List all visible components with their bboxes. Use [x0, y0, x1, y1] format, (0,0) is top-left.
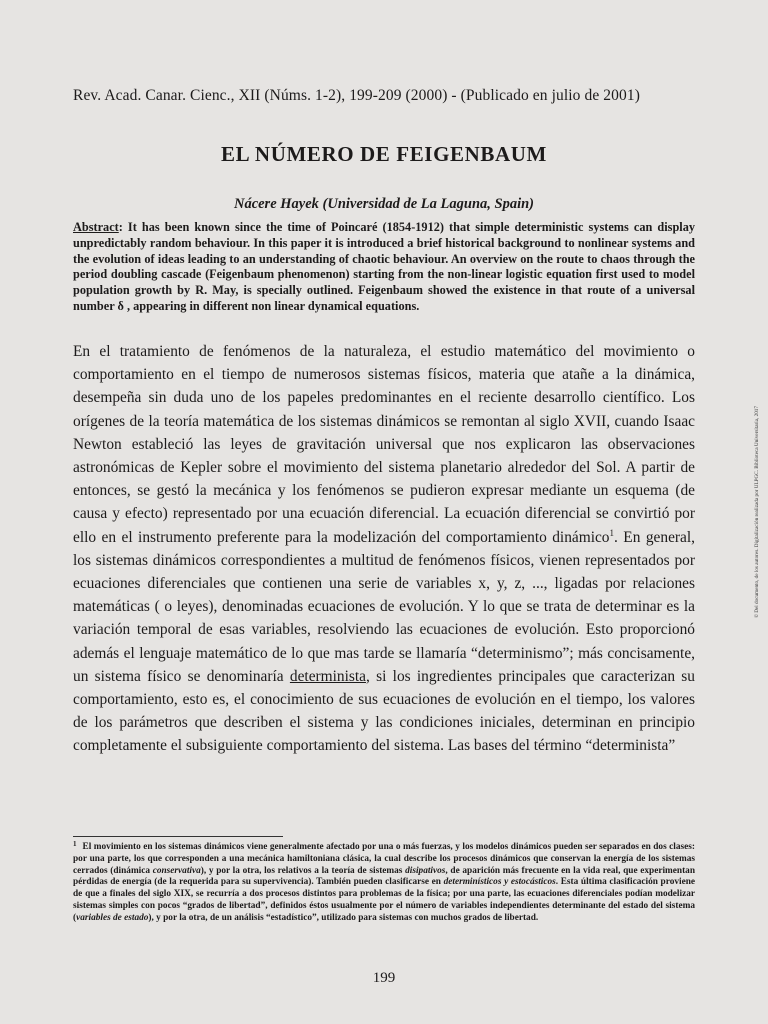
footnote-italic: variables de estado: [76, 912, 149, 923]
footnote-italic: conservativa: [152, 865, 201, 876]
copyright-side-note: © Del documento, de los autores. Digitalización realizada por ULPGC. Biblioteca Universitaria, 2017: [754, 406, 760, 618]
footnote: [73, 842, 695, 925]
author-line: Nácere Hayek (Universidad de La Laguna, Spain): [233, 196, 535, 212]
footnote-text: ), y por la otra, de un análisis “estadístico”, utilizado para sistemas con muchos grados de libertad.: [148, 912, 539, 923]
footnote-text: ), y por la otra, los relativos a la teoría de sistemas: [200, 865, 406, 876]
footnote-italic: disipativos: [405, 865, 446, 876]
abstract: [73, 220, 695, 315]
footnote-divider: [73, 836, 283, 837]
footnote-reference: 1: [609, 527, 615, 538]
footnote-text: . Esta última clasificación proviene de que a finales del siglo XIX, se recurría a dos procesos distintos para problemas de la física; por una parte, las ecuaciones diferenciales podían modelizar sistemas simples con pocos “grados de libertad”, definidos éstos usualmente por el número de variables independientes determinante del estado del sistema (: [73, 877, 695, 923]
footnote-text: El movimiento en los sistemas dinámicos viene generalmente afectado por una o más fuerzas, y los modelos dinámicos pueden ser separados en dos clases: por una parte, los que corresponden a una mecánica hamiltoniana clásica, la cual describe los procesos dinámicos que conservan la energía de los sistemas cerrados (dinámica: [73, 842, 695, 876]
body-text-part2: . En general, los sistemas dinámicos correspondientes a multitud de fenómenos físicos, vienen representados por ecuaciones diferenciales que contienen una serie de variables x, y, z, ..., ligadas por relaciones matemáticas ( o leyes), denominadas ecuaciones de evolución. Y lo que se trata de determinar es la variación temporal de esas variables, resolviendo las ecuaciones de evolución. Esto proporcionó además el lenguaje matemático de lo que mas tarde se llamaría “determinismo”; más concisamente, un sistema físico se denominaría: [73, 528, 695, 685]
abstract-label: Abstract: [73, 220, 119, 234]
body-text-part3: , si los ingredientes principales que caracterizan su comportamiento, esto es, el conocimiento de sus ecuaciones de evolución en el tiempo, los valores de los parámetros que describen el sistema y las condiciones iniciales, determinan en principio completamente el subsiguiente comportamiento del sistema. Las bases del término “determinista”: [73, 667, 695, 755]
footnote-marker: 1: [73, 840, 77, 848]
body-text-part1: En el tratamiento de fenómenos de la naturaleza, el estudio matemático del movimiento o comportamiento en el tiempo de numerosos sistemas físicos, materia que atañe a la dinámica, desempeña sin duda uno de los papeles predominantes en el reciente desarrollo científico. Los orígenes de la teoría matemática de los sistemas dinámicos se remontan al siglo XVII, cuando Isaac Newton estableció las leyes de gravitación universal que nos explicaron las observaciones astronómicas de Kepler sobre el movimiento del sistema planetario alrededor del Sol. A partir de entonces, se gestó la mecánica y los fenómenos se pudieron expresar mediante un esquema (de causa y efecto) representado por una ecuación diferencial. La ecuación diferencial se convirtió por ello en el instrumento preferente para la modelización del comportamiento dinámico: [73, 343, 695, 546]
page-number: 199: [372, 970, 396, 986]
journal-citation: Rev. Acad. Canar. Cienc., XII (Núms. 1-2), 199-209 (2000) - (Publicado en julio de 2001): [73, 87, 640, 104]
footnote-italic: determinísticos y estocásticos: [443, 877, 556, 888]
paper-title: EL NÚMERO DE FEIGENBAUM: [221, 142, 547, 166]
footnote-text: , de aparición más frecuente en la vida real, que experimentan pérdidas de energía (de la requerida para su supervivencia). También pueden clasificarse en: [73, 865, 695, 888]
body-paragraph: [73, 340, 695, 758]
abstract-text: : It has been known since the time of Poincaré (1854-1912) that simple deterministic systems can display unpredictably random behaviour. In this paper it is introduced a brief historical background to nonlinear systems and the evolution of ideas leading to an understanding of chaotic behaviour. An overview on the route to chaos through the period doubling cascade (Feigenbaum phenomenon) starting from the non-linear logistic equation first used to model population growth by R. May, is specially outlined. Feigenbaum showed the existence in that route of a universal number δ , appearing in different non linear dynamical equations.: [73, 220, 695, 313]
underlined-term: determinista: [289, 667, 366, 685]
